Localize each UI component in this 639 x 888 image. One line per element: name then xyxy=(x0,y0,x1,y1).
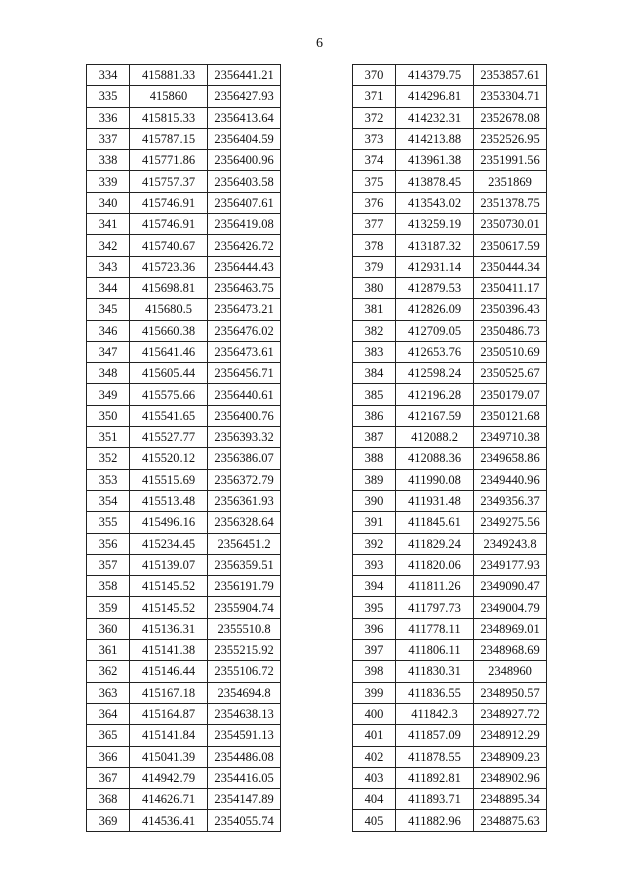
point-number-cell: 377 xyxy=(353,214,396,235)
table-row xyxy=(87,384,281,405)
x-coordinate-cell: 415164.87 xyxy=(130,703,208,724)
y-coordinate-cell: 2348960 xyxy=(474,661,547,682)
y-coordinate-cell: 2356393.32 xyxy=(208,427,281,448)
y-coordinate-cell: 2348875.63 xyxy=(474,810,547,831)
x-coordinate-cell: 415167.18 xyxy=(130,682,208,703)
y-coordinate-cell: 2356427.93 xyxy=(208,86,281,107)
point-number-cell: 366 xyxy=(87,746,130,767)
x-coordinate-cell: 412167.59 xyxy=(396,405,474,426)
table-row xyxy=(87,235,281,256)
y-coordinate-cell: 2350411.17 xyxy=(474,277,547,298)
table-row xyxy=(353,128,547,149)
table-row xyxy=(87,128,281,149)
y-coordinate-cell: 2351378.75 xyxy=(474,192,547,213)
point-number-cell: 362 xyxy=(87,661,130,682)
y-coordinate-cell: 2354591.13 xyxy=(208,725,281,746)
y-coordinate-cell: 2351869 xyxy=(474,171,547,192)
x-coordinate-cell: 415234.45 xyxy=(130,533,208,554)
y-coordinate-cell: 2353304.71 xyxy=(474,86,547,107)
point-number-cell: 405 xyxy=(353,810,396,831)
table-row xyxy=(353,810,547,831)
point-number-cell: 348 xyxy=(87,363,130,384)
point-number-cell: 334 xyxy=(87,65,130,86)
y-coordinate-cell: 2354416.05 xyxy=(208,767,281,788)
point-number-cell: 378 xyxy=(353,235,396,256)
x-coordinate-cell: 411811.26 xyxy=(396,576,474,597)
x-coordinate-cell: 411830.31 xyxy=(396,661,474,682)
table-row xyxy=(353,469,547,490)
point-number-cell: 376 xyxy=(353,192,396,213)
y-coordinate-cell: 2348969.01 xyxy=(474,618,547,639)
x-coordinate-cell: 415575.66 xyxy=(130,384,208,405)
table-row xyxy=(353,661,547,682)
table-row xyxy=(87,533,281,554)
y-coordinate-cell: 2356419.08 xyxy=(208,214,281,235)
table-row xyxy=(353,235,547,256)
y-coordinate-cell: 2350617.59 xyxy=(474,235,547,256)
table-row xyxy=(87,789,281,810)
x-coordinate-cell: 412196.28 xyxy=(396,384,474,405)
x-coordinate-cell: 414213.88 xyxy=(396,128,474,149)
point-number-cell: 363 xyxy=(87,682,130,703)
table-row xyxy=(353,107,547,128)
x-coordinate-cell: 415541.65 xyxy=(130,405,208,426)
point-number-cell: 345 xyxy=(87,299,130,320)
table-row xyxy=(87,640,281,661)
x-coordinate-cell: 411857.09 xyxy=(396,725,474,746)
point-number-cell: 336 xyxy=(87,107,130,128)
x-coordinate-cell: 412879.53 xyxy=(396,277,474,298)
table-row xyxy=(353,384,547,405)
table-row xyxy=(353,725,547,746)
x-coordinate-cell: 413187.32 xyxy=(396,235,474,256)
point-number-cell: 386 xyxy=(353,405,396,426)
x-coordinate-cell: 415141.84 xyxy=(130,725,208,746)
point-number-cell: 367 xyxy=(87,767,130,788)
y-coordinate-cell: 2348968.69 xyxy=(474,640,547,661)
y-coordinate-cell: 2356372.79 xyxy=(208,469,281,490)
y-coordinate-cell: 2356440.61 xyxy=(208,384,281,405)
point-number-cell: 365 xyxy=(87,725,130,746)
point-number-cell: 400 xyxy=(353,703,396,724)
table-row xyxy=(353,767,547,788)
x-coordinate-cell: 411778.11 xyxy=(396,618,474,639)
y-coordinate-cell: 2356328.64 xyxy=(208,512,281,533)
point-number-cell: 355 xyxy=(87,512,130,533)
y-coordinate-cell: 2355904.74 xyxy=(208,597,281,618)
table-row xyxy=(87,341,281,362)
point-number-cell: 397 xyxy=(353,640,396,661)
x-coordinate-cell: 412931.14 xyxy=(396,256,474,277)
table-row xyxy=(353,405,547,426)
point-number-cell: 339 xyxy=(87,171,130,192)
y-coordinate-cell: 2350396.43 xyxy=(474,299,547,320)
point-number-cell: 337 xyxy=(87,128,130,149)
y-coordinate-cell: 2348902.96 xyxy=(474,767,547,788)
y-coordinate-cell: 2356407.61 xyxy=(208,192,281,213)
table-row xyxy=(87,703,281,724)
table-row xyxy=(87,320,281,341)
point-number-cell: 358 xyxy=(87,576,130,597)
table-row xyxy=(87,277,281,298)
table-row xyxy=(87,214,281,235)
point-number-cell: 373 xyxy=(353,128,396,149)
x-coordinate-cell: 413878.45 xyxy=(396,171,474,192)
x-coordinate-cell: 415787.15 xyxy=(130,128,208,149)
point-number-cell: 404 xyxy=(353,789,396,810)
y-coordinate-cell: 2356456.71 xyxy=(208,363,281,384)
y-coordinate-cell: 2356413.64 xyxy=(208,107,281,128)
point-number-cell: 380 xyxy=(353,277,396,298)
x-coordinate-cell: 415513.48 xyxy=(130,490,208,511)
y-coordinate-cell: 2355510.8 xyxy=(208,618,281,639)
y-coordinate-cell: 2354694.8 xyxy=(208,682,281,703)
point-number-cell: 349 xyxy=(87,384,130,405)
x-coordinate-cell: 412088.36 xyxy=(396,448,474,469)
y-coordinate-cell: 2349440.96 xyxy=(474,469,547,490)
point-number-cell: 359 xyxy=(87,597,130,618)
y-coordinate-cell: 2350510.69 xyxy=(474,341,547,362)
x-coordinate-cell: 415740.67 xyxy=(130,235,208,256)
table-row xyxy=(353,640,547,661)
y-coordinate-cell: 2353857.61 xyxy=(474,65,547,86)
y-coordinate-cell: 2350486.73 xyxy=(474,320,547,341)
point-number-cell: 398 xyxy=(353,661,396,682)
point-number-cell: 381 xyxy=(353,299,396,320)
x-coordinate-cell: 415146.44 xyxy=(130,661,208,682)
point-number-cell: 343 xyxy=(87,256,130,277)
point-number-cell: 391 xyxy=(353,512,396,533)
x-coordinate-cell: 415527.77 xyxy=(130,427,208,448)
table-row xyxy=(353,214,547,235)
x-coordinate-cell: 415881.33 xyxy=(130,65,208,86)
y-coordinate-cell: 2356473.21 xyxy=(208,299,281,320)
table-row xyxy=(87,682,281,703)
table-row xyxy=(353,341,547,362)
table-row xyxy=(353,427,547,448)
table-row xyxy=(87,427,281,448)
table-row xyxy=(353,533,547,554)
table-row xyxy=(353,192,547,213)
point-number-cell: 372 xyxy=(353,107,396,128)
x-coordinate-cell: 411806.11 xyxy=(396,640,474,661)
coordinates-table-left xyxy=(86,64,281,832)
x-coordinate-cell: 414296.81 xyxy=(396,86,474,107)
table-row xyxy=(87,746,281,767)
point-number-cell: 341 xyxy=(87,214,130,235)
y-coordinate-cell: 2352526.95 xyxy=(474,128,547,149)
table-row xyxy=(87,512,281,533)
y-coordinate-cell: 2349710.38 xyxy=(474,427,547,448)
point-number-cell: 403 xyxy=(353,767,396,788)
y-coordinate-cell: 2354638.13 xyxy=(208,703,281,724)
point-number-cell: 393 xyxy=(353,554,396,575)
table-row xyxy=(87,576,281,597)
x-coordinate-cell: 414536.41 xyxy=(130,810,208,831)
y-coordinate-cell: 2356473.61 xyxy=(208,341,281,362)
y-coordinate-cell: 2356361.93 xyxy=(208,490,281,511)
table-row xyxy=(353,320,547,341)
y-coordinate-cell: 2348950.57 xyxy=(474,682,547,703)
y-coordinate-cell: 2356191.79 xyxy=(208,576,281,597)
y-coordinate-cell: 2356404.59 xyxy=(208,128,281,149)
y-coordinate-cell: 2350730.01 xyxy=(474,214,547,235)
x-coordinate-cell: 415746.91 xyxy=(130,192,208,213)
table-row xyxy=(87,661,281,682)
table-row xyxy=(353,277,547,298)
x-coordinate-cell: 411797.73 xyxy=(396,597,474,618)
table-row xyxy=(353,576,547,597)
table-row xyxy=(87,554,281,575)
x-coordinate-cell: 415746.91 xyxy=(130,214,208,235)
x-coordinate-cell: 415141.38 xyxy=(130,640,208,661)
point-number-cell: 402 xyxy=(353,746,396,767)
y-coordinate-cell: 2348912.29 xyxy=(474,725,547,746)
point-number-cell: 371 xyxy=(353,86,396,107)
table-row xyxy=(87,597,281,618)
x-coordinate-cell: 414942.79 xyxy=(130,767,208,788)
table-row xyxy=(87,65,281,86)
x-coordinate-cell: 411892.81 xyxy=(396,767,474,788)
point-number-cell: 401 xyxy=(353,725,396,746)
x-coordinate-cell: 415515.69 xyxy=(130,469,208,490)
y-coordinate-cell: 2356476.02 xyxy=(208,320,281,341)
x-coordinate-cell: 415136.31 xyxy=(130,618,208,639)
table-row xyxy=(353,512,547,533)
x-coordinate-cell: 414232.31 xyxy=(396,107,474,128)
table-row xyxy=(353,86,547,107)
y-coordinate-cell: 2349090.47 xyxy=(474,576,547,597)
y-coordinate-cell: 2349243.8 xyxy=(474,533,547,554)
table-row xyxy=(353,554,547,575)
x-coordinate-cell: 415605.44 xyxy=(130,363,208,384)
x-coordinate-cell: 415041.39 xyxy=(130,746,208,767)
y-coordinate-cell: 2356463.75 xyxy=(208,277,281,298)
y-coordinate-cell: 2354147.89 xyxy=(208,789,281,810)
y-coordinate-cell: 2354486.08 xyxy=(208,746,281,767)
table-row xyxy=(87,448,281,469)
point-number-cell: 385 xyxy=(353,384,396,405)
table-row xyxy=(353,597,547,618)
point-number-cell: 388 xyxy=(353,448,396,469)
x-coordinate-cell: 412709.05 xyxy=(396,320,474,341)
x-coordinate-cell: 415139.07 xyxy=(130,554,208,575)
point-number-cell: 382 xyxy=(353,320,396,341)
y-coordinate-cell: 2352678.08 xyxy=(474,107,547,128)
table-row xyxy=(353,65,547,86)
page-number: 6 xyxy=(316,36,323,51)
point-number-cell: 347 xyxy=(87,341,130,362)
point-number-cell: 394 xyxy=(353,576,396,597)
y-coordinate-cell: 2349004.79 xyxy=(474,597,547,618)
point-number-cell: 368 xyxy=(87,789,130,810)
point-number-cell: 387 xyxy=(353,427,396,448)
y-coordinate-cell: 2351991.56 xyxy=(474,150,547,171)
x-coordinate-cell: 415145.52 xyxy=(130,576,208,597)
x-coordinate-cell: 415815.33 xyxy=(130,107,208,128)
x-coordinate-cell: 412088.2 xyxy=(396,427,474,448)
table-row xyxy=(87,405,281,426)
x-coordinate-cell: 415496.16 xyxy=(130,512,208,533)
table-row xyxy=(353,703,547,724)
table-row xyxy=(353,746,547,767)
x-coordinate-cell: 411845.61 xyxy=(396,512,474,533)
point-number-cell: 350 xyxy=(87,405,130,426)
x-coordinate-cell: 414626.71 xyxy=(130,789,208,810)
point-number-cell: 344 xyxy=(87,277,130,298)
y-coordinate-cell: 2356426.72 xyxy=(208,235,281,256)
table-row xyxy=(87,107,281,128)
table-row xyxy=(87,86,281,107)
point-number-cell: 338 xyxy=(87,150,130,171)
point-number-cell: 383 xyxy=(353,341,396,362)
x-coordinate-cell: 415771.86 xyxy=(130,150,208,171)
x-coordinate-cell: 411836.55 xyxy=(396,682,474,703)
point-number-cell: 352 xyxy=(87,448,130,469)
table-row xyxy=(87,725,281,746)
y-coordinate-cell: 2356441.21 xyxy=(208,65,281,86)
table-row xyxy=(353,789,547,810)
table-row xyxy=(87,299,281,320)
point-number-cell: 389 xyxy=(353,469,396,490)
x-coordinate-cell: 415520.12 xyxy=(130,448,208,469)
x-coordinate-cell: 415698.81 xyxy=(130,277,208,298)
point-number-cell: 361 xyxy=(87,640,130,661)
x-coordinate-cell: 415641.46 xyxy=(130,341,208,362)
x-coordinate-cell: 411882.96 xyxy=(396,810,474,831)
y-coordinate-cell: 2349177.93 xyxy=(474,554,547,575)
point-number-cell: 346 xyxy=(87,320,130,341)
y-coordinate-cell: 2350444.34 xyxy=(474,256,547,277)
table-row xyxy=(87,256,281,277)
point-number-cell: 370 xyxy=(353,65,396,86)
point-number-cell: 396 xyxy=(353,618,396,639)
point-number-cell: 364 xyxy=(87,703,130,724)
point-number-cell: 374 xyxy=(353,150,396,171)
point-number-cell: 369 xyxy=(87,810,130,831)
y-coordinate-cell: 2350525.67 xyxy=(474,363,547,384)
table-row xyxy=(87,767,281,788)
x-coordinate-cell: 411878.55 xyxy=(396,746,474,767)
x-coordinate-cell: 412826.09 xyxy=(396,299,474,320)
point-number-cell: 354 xyxy=(87,490,130,511)
y-coordinate-cell: 2356359.51 xyxy=(208,554,281,575)
table-row xyxy=(353,171,547,192)
table-row xyxy=(353,150,547,171)
y-coordinate-cell: 2349658.86 xyxy=(474,448,547,469)
y-coordinate-cell: 2356403.58 xyxy=(208,171,281,192)
table-row xyxy=(87,150,281,171)
y-coordinate-cell: 2355215.92 xyxy=(208,640,281,661)
coordinates-table-right xyxy=(352,64,547,832)
point-number-cell: 390 xyxy=(353,490,396,511)
y-coordinate-cell: 2356451.2 xyxy=(208,533,281,554)
table-row xyxy=(353,299,547,320)
y-coordinate-cell: 2356444.43 xyxy=(208,256,281,277)
y-coordinate-cell: 2348927.72 xyxy=(474,703,547,724)
point-number-cell: 384 xyxy=(353,363,396,384)
table-row xyxy=(87,469,281,490)
table-row xyxy=(353,682,547,703)
x-coordinate-cell: 412653.76 xyxy=(396,341,474,362)
table-row xyxy=(87,618,281,639)
point-number-cell: 356 xyxy=(87,533,130,554)
x-coordinate-cell: 414379.75 xyxy=(396,65,474,86)
table-row xyxy=(87,171,281,192)
point-number-cell: 335 xyxy=(87,86,130,107)
table-row xyxy=(87,192,281,213)
y-coordinate-cell: 2349356.37 xyxy=(474,490,547,511)
x-coordinate-cell: 412598.24 xyxy=(396,363,474,384)
point-number-cell: 360 xyxy=(87,618,130,639)
table-row xyxy=(87,490,281,511)
x-coordinate-cell: 411931.48 xyxy=(396,490,474,511)
point-number-cell: 340 xyxy=(87,192,130,213)
point-number-cell: 353 xyxy=(87,469,130,490)
point-number-cell: 395 xyxy=(353,597,396,618)
y-coordinate-cell: 2348895.34 xyxy=(474,789,547,810)
x-coordinate-cell: 413543.02 xyxy=(396,192,474,213)
y-coordinate-cell: 2356386.07 xyxy=(208,448,281,469)
point-number-cell: 379 xyxy=(353,256,396,277)
y-coordinate-cell: 2350121.68 xyxy=(474,405,547,426)
point-number-cell: 375 xyxy=(353,171,396,192)
table-row xyxy=(87,363,281,384)
table-row xyxy=(353,448,547,469)
y-coordinate-cell: 2348909.23 xyxy=(474,746,547,767)
coordinates-table-left-body xyxy=(87,65,281,832)
x-coordinate-cell: 411990.08 xyxy=(396,469,474,490)
x-coordinate-cell: 411829.24 xyxy=(396,533,474,554)
table-row xyxy=(353,618,547,639)
x-coordinate-cell: 415860 xyxy=(130,86,208,107)
x-coordinate-cell: 413259.19 xyxy=(396,214,474,235)
point-number-cell: 342 xyxy=(87,235,130,256)
table-row xyxy=(353,256,547,277)
x-coordinate-cell: 415660.38 xyxy=(130,320,208,341)
point-number-cell: 392 xyxy=(353,533,396,554)
y-coordinate-cell: 2349275.56 xyxy=(474,512,547,533)
y-coordinate-cell: 2354055.74 xyxy=(208,810,281,831)
y-coordinate-cell: 2350179.07 xyxy=(474,384,547,405)
y-coordinate-cell: 2355106.72 xyxy=(208,661,281,682)
table-row xyxy=(87,810,281,831)
x-coordinate-cell: 415145.52 xyxy=(130,597,208,618)
point-number-cell: 351 xyxy=(87,427,130,448)
table-row xyxy=(353,490,547,511)
x-coordinate-cell: 411842.3 xyxy=(396,703,474,724)
coordinates-table-right-body xyxy=(353,65,547,832)
point-number-cell: 399 xyxy=(353,682,396,703)
x-coordinate-cell: 413961.38 xyxy=(396,150,474,171)
x-coordinate-cell: 411893.71 xyxy=(396,789,474,810)
y-coordinate-cell: 2356400.76 xyxy=(208,405,281,426)
point-number-cell: 357 xyxy=(87,554,130,575)
x-coordinate-cell: 415680.5 xyxy=(130,299,208,320)
x-coordinate-cell: 411820.06 xyxy=(396,554,474,575)
table-row xyxy=(353,363,547,384)
x-coordinate-cell: 415723.36 xyxy=(130,256,208,277)
y-coordinate-cell: 2356400.96 xyxy=(208,150,281,171)
x-coordinate-cell: 415757.37 xyxy=(130,171,208,192)
